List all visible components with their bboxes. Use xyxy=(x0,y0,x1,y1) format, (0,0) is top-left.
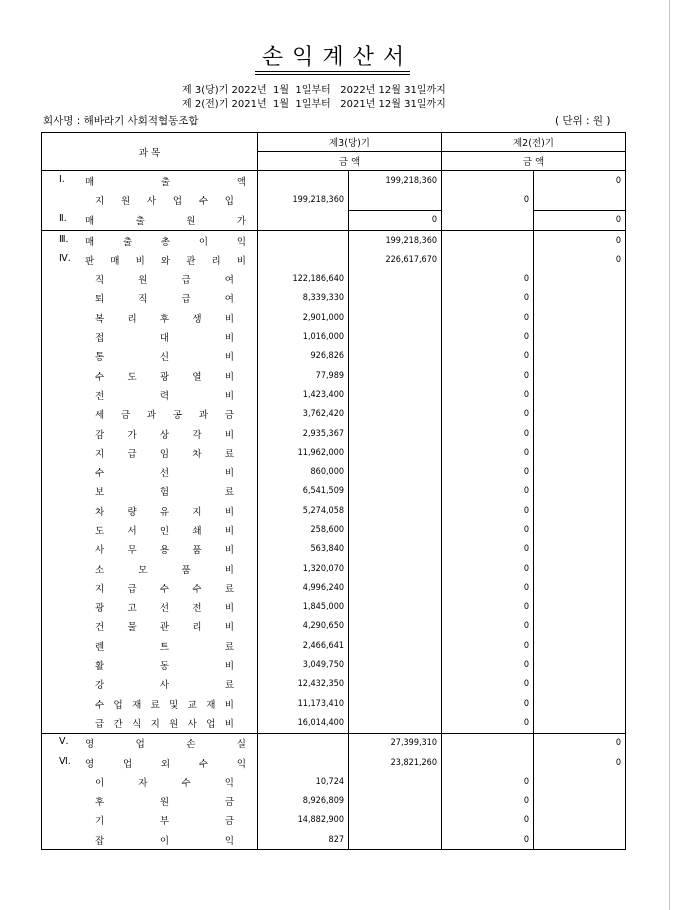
current-detail-amount: 1,320,070 xyxy=(258,559,349,578)
prior-total-amount xyxy=(534,655,626,674)
prior-detail-amount: 0 xyxy=(442,347,534,366)
prior-detail-amount: 0 xyxy=(442,520,534,539)
prior-total-amount xyxy=(534,269,626,288)
current-total-amount xyxy=(349,424,442,443)
current-total-amount xyxy=(349,385,442,404)
prior-total-amount xyxy=(534,772,626,791)
current-total-amount xyxy=(349,443,442,462)
account-name-cell xyxy=(42,171,258,191)
prior-total-amount xyxy=(534,308,626,327)
item-row xyxy=(42,190,626,210)
item-row xyxy=(42,655,626,674)
section-row xyxy=(42,210,626,230)
current-detail-amount: 5,274,058 xyxy=(258,501,349,520)
account-name-cell xyxy=(42,772,258,791)
account-label: 접 대 비 xyxy=(95,333,234,345)
prior-total-amount xyxy=(534,462,626,481)
account-label: 잡 이 익 xyxy=(95,835,234,847)
account-label: 전 력 비 xyxy=(95,390,234,402)
prior-detail-amount: 0 xyxy=(442,772,534,791)
account-name-cell xyxy=(42,230,258,250)
item-row xyxy=(42,308,626,327)
account-label: 보 험 료 xyxy=(95,487,234,499)
prior-total-amount xyxy=(534,289,626,308)
item-row xyxy=(42,289,626,308)
item-row xyxy=(42,578,626,597)
item-row xyxy=(42,617,626,636)
prior-detail-amount: 0 xyxy=(442,675,534,694)
prior-total-amount xyxy=(534,617,626,636)
account-label: 소 모 품 비 xyxy=(95,564,234,576)
prior-detail-amount xyxy=(442,250,534,269)
account-name-cell xyxy=(42,694,258,713)
account-name-cell xyxy=(42,250,258,269)
current-detail-amount: 199,218,360 xyxy=(258,190,349,210)
prior-detail-amount: 0 xyxy=(442,636,534,655)
prior-total-amount xyxy=(534,713,626,733)
prior-detail-amount: 0 xyxy=(442,694,534,713)
current-total-amount xyxy=(349,308,442,327)
account-label: 강 사 료 xyxy=(95,680,234,692)
current-detail-amount: 10,724 xyxy=(258,772,349,791)
prior-total-amount xyxy=(534,424,626,443)
prior-detail-amount: 0 xyxy=(442,617,534,636)
account-label: 수 업 재 료 및 교 재 비 xyxy=(95,699,234,711)
header-prior-period: 제2(전)기 xyxy=(442,133,626,152)
current-detail-amount xyxy=(258,733,349,753)
account-name-cell xyxy=(42,540,258,559)
current-total-amount xyxy=(349,347,442,366)
prior-detail-amount: 0 xyxy=(442,269,534,288)
prior-detail-amount: 0 xyxy=(442,366,534,385)
current-detail-amount: 1,423,400 xyxy=(258,385,349,404)
current-detail-amount: 926,826 xyxy=(258,347,349,366)
account-name-cell xyxy=(42,385,258,404)
prior-detail-amount: 0 xyxy=(442,811,534,830)
account-name-cell xyxy=(42,675,258,694)
current-detail-amount: 11,962,000 xyxy=(258,443,349,462)
prior-total-amount xyxy=(534,540,626,559)
current-total-amount xyxy=(349,792,442,811)
section-row xyxy=(42,230,626,250)
current-detail-amount xyxy=(258,210,349,230)
current-detail-amount: 4,290,650 xyxy=(258,617,349,636)
current-detail-amount: 563,840 xyxy=(258,540,349,559)
prior-total-amount xyxy=(534,811,626,830)
item-row xyxy=(42,462,626,481)
account-name-cell xyxy=(42,482,258,501)
current-total-amount xyxy=(349,713,442,733)
item-row xyxy=(42,559,626,578)
item-row xyxy=(42,694,626,713)
current-total-amount xyxy=(349,269,442,288)
account-name-cell xyxy=(42,366,258,385)
current-total-amount xyxy=(349,772,442,791)
period-current: 제 3(당)기 2022년 1월 1일부터 2022년 12월 31일까지 xyxy=(182,85,446,96)
current-total-amount xyxy=(349,811,442,830)
account-name-cell xyxy=(42,289,258,308)
account-label: 기 부 금 xyxy=(95,816,234,828)
account-label: 감 가 상 각 비 xyxy=(95,429,234,441)
prior-detail-amount: 0 xyxy=(442,443,534,462)
item-row xyxy=(42,520,626,539)
account-name-cell xyxy=(42,578,258,597)
account-label: 광 고 선 전 비 xyxy=(95,603,234,615)
current-detail-amount: 122,186,640 xyxy=(258,269,349,288)
header-account: 과 목 xyxy=(42,133,258,171)
prior-total-amount xyxy=(534,501,626,520)
prior-detail-amount: 0 xyxy=(442,289,534,308)
prior-detail-amount: 0 xyxy=(442,385,534,404)
prior-total-amount xyxy=(534,405,626,424)
current-total-amount xyxy=(349,578,442,597)
roman-numeral: Ⅲ. xyxy=(59,233,69,245)
prior-total-amount xyxy=(534,636,626,655)
prior-detail-amount: 0 xyxy=(442,559,534,578)
current-detail-amount: 8,339,330 xyxy=(258,289,349,308)
title-underline-1 xyxy=(255,71,410,72)
title-underline-2 xyxy=(255,74,410,75)
roman-numeral: Ⅵ. xyxy=(59,755,71,767)
current-total-amount xyxy=(349,655,442,674)
account-name-cell xyxy=(42,753,258,772)
prior-total-amount xyxy=(534,366,626,385)
prior-detail-amount: 0 xyxy=(442,462,534,481)
prior-total-amount: 0 xyxy=(534,733,626,753)
current-total-amount xyxy=(349,462,442,481)
item-row xyxy=(42,482,626,501)
item-row xyxy=(42,424,626,443)
account-name-cell xyxy=(42,598,258,617)
account-name-cell xyxy=(42,269,258,288)
account-label: 직 원 급 여 xyxy=(95,275,234,287)
account-name-cell xyxy=(42,830,258,850)
account-label: 복 리 후 생 비 xyxy=(95,313,234,325)
account-name-cell xyxy=(42,559,258,578)
header-current-amount: 금 액 xyxy=(258,152,442,171)
account-name-cell xyxy=(42,713,258,733)
account-label: 건 물 관 리 비 xyxy=(95,622,234,634)
account-name-cell xyxy=(42,617,258,636)
prior-detail-amount: 0 xyxy=(442,405,534,424)
roman-numeral: Ⅰ. xyxy=(59,173,65,185)
current-detail-amount: 11,173,410 xyxy=(258,694,349,713)
account-name-cell xyxy=(42,520,258,539)
account-label: 판 매 비 와 관 리 비 xyxy=(85,255,246,267)
account-name-cell xyxy=(42,308,258,327)
account-label: 지 급 임 차 료 xyxy=(95,448,234,460)
item-row xyxy=(42,405,626,424)
section-row xyxy=(42,733,626,753)
item-row xyxy=(42,366,626,385)
prior-total-amount xyxy=(534,327,626,346)
prior-total-amount xyxy=(534,347,626,366)
item-row xyxy=(42,713,626,733)
account-label: 도 서 인 쇄 비 xyxy=(95,525,234,537)
prior-total-amount xyxy=(534,675,626,694)
current-detail-amount: 16,014,400 xyxy=(258,713,349,733)
prior-detail-amount: 0 xyxy=(442,501,534,520)
period-prior: 제 2(전)기 2021년 1월 1일부터 2021년 12월 31일까지 xyxy=(182,99,446,110)
current-total-amount xyxy=(349,501,442,520)
account-label: 지 원 사 업 수 입 xyxy=(95,196,234,208)
account-label: 차 량 유 지 비 xyxy=(95,506,234,518)
account-label: 사 무 용 품 비 xyxy=(95,545,234,557)
current-detail-amount: 2,466,641 xyxy=(258,636,349,655)
prior-detail-amount: 0 xyxy=(442,578,534,597)
prior-total-amount xyxy=(534,598,626,617)
current-detail-amount: 14,882,900 xyxy=(258,811,349,830)
account-label: 영 업 손 실 xyxy=(85,739,246,751)
current-detail-amount: 77,989 xyxy=(258,366,349,385)
prior-total-amount: 0 xyxy=(534,171,626,191)
item-row xyxy=(42,347,626,366)
current-detail-amount: 6,541,509 xyxy=(258,482,349,501)
account-label: 매 출 총 이 익 xyxy=(85,236,246,248)
account-name-cell xyxy=(42,655,258,674)
current-total-amount xyxy=(349,675,442,694)
current-total-amount: 0 xyxy=(349,210,442,230)
prior-total-amount xyxy=(534,559,626,578)
page-edge xyxy=(669,0,670,910)
prior-detail-amount: 0 xyxy=(442,713,534,733)
item-row xyxy=(42,811,626,830)
account-name-cell xyxy=(42,327,258,346)
prior-total-amount xyxy=(534,190,626,210)
current-detail-amount: 1,016,000 xyxy=(258,327,349,346)
current-detail-amount: 3,762,420 xyxy=(258,405,349,424)
prior-detail-amount: 0 xyxy=(442,190,534,210)
account-label: 수 도 광 열 비 xyxy=(95,371,234,383)
prior-detail-amount: 0 xyxy=(442,308,534,327)
current-total-amount xyxy=(349,482,442,501)
account-label: 영 업 외 수 익 xyxy=(85,758,246,770)
roman-numeral: Ⅳ. xyxy=(59,252,71,264)
current-detail-amount: 8,926,809 xyxy=(258,792,349,811)
item-row xyxy=(42,675,626,694)
section-row xyxy=(42,250,626,269)
account-label: 급 간 식 지 원 사 업 비 xyxy=(95,718,234,730)
item-row xyxy=(42,830,626,850)
current-detail-amount: 3,049,750 xyxy=(258,655,349,674)
item-row xyxy=(42,327,626,346)
current-detail-amount: 258,600 xyxy=(258,520,349,539)
current-total-amount: 199,218,360 xyxy=(349,230,442,250)
current-total-amount: 226,617,670 xyxy=(349,250,442,269)
prior-detail-amount xyxy=(442,230,534,250)
account-label: 지 급 수 수 료 xyxy=(95,583,234,595)
account-label: 퇴 직 급 여 xyxy=(95,294,234,306)
account-name-cell xyxy=(42,636,258,655)
account-name-cell xyxy=(42,792,258,811)
current-total-amount xyxy=(349,190,442,210)
current-detail-amount: 827 xyxy=(258,830,349,850)
current-total-amount xyxy=(349,289,442,308)
unit-label: ( 단위 : 원 ) xyxy=(555,115,611,127)
current-detail-amount: 2,935,367 xyxy=(258,424,349,443)
prior-detail-amount: 0 xyxy=(442,655,534,674)
current-total-amount: 23,821,260 xyxy=(349,753,442,772)
prior-detail-amount: 0 xyxy=(442,792,534,811)
account-name-cell xyxy=(42,443,258,462)
current-total-amount xyxy=(349,559,442,578)
roman-numeral: Ⅴ. xyxy=(59,736,69,748)
current-total-amount xyxy=(349,694,442,713)
item-row xyxy=(42,598,626,617)
current-total-amount xyxy=(349,540,442,559)
current-detail-amount: 860,000 xyxy=(258,462,349,481)
current-total-amount xyxy=(349,327,442,346)
account-label: 수 선 비 xyxy=(95,468,234,480)
account-name-cell xyxy=(42,501,258,520)
prior-total-amount: 0 xyxy=(534,250,626,269)
statement-rows xyxy=(42,171,626,850)
prior-detail-amount xyxy=(442,733,534,753)
current-total-amount xyxy=(349,366,442,385)
current-detail-amount: 12,432,350 xyxy=(258,675,349,694)
current-detail-amount: 4,996,240 xyxy=(258,578,349,597)
section-row xyxy=(42,171,626,191)
current-total-amount xyxy=(349,598,442,617)
account-name-cell xyxy=(42,424,258,443)
roman-numeral: Ⅱ. xyxy=(59,212,67,224)
current-total-amount xyxy=(349,520,442,539)
prior-total-amount xyxy=(534,694,626,713)
current-total-amount xyxy=(349,405,442,424)
current-total-amount: 199,218,360 xyxy=(349,171,442,191)
prior-detail-amount: 0 xyxy=(442,830,534,850)
current-total-amount xyxy=(349,617,442,636)
current-total-amount: 27,399,310 xyxy=(349,733,442,753)
current-detail-amount: 1,845,000 xyxy=(258,598,349,617)
header-prior-amount: 금 액 xyxy=(442,152,626,171)
prior-total-amount: 0 xyxy=(534,210,626,230)
item-row xyxy=(42,385,626,404)
prior-total-amount: 0 xyxy=(534,753,626,772)
prior-total-amount xyxy=(534,482,626,501)
current-total-amount xyxy=(349,830,442,850)
company-name: 회사명 : 해바라기 사회적협동조합 xyxy=(43,115,199,127)
account-name-cell xyxy=(42,347,258,366)
prior-detail-amount: 0 xyxy=(442,598,534,617)
account-label: 통 신 비 xyxy=(95,352,234,364)
item-row xyxy=(42,772,626,791)
account-name-cell xyxy=(42,811,258,830)
header-current-period: 제3(당)기 xyxy=(258,133,442,152)
prior-total-amount xyxy=(534,520,626,539)
income-statement-table xyxy=(41,132,626,850)
prior-detail-amount xyxy=(442,210,534,230)
current-detail-amount xyxy=(258,230,349,250)
prior-total-amount xyxy=(534,792,626,811)
item-row xyxy=(42,443,626,462)
current-total-amount xyxy=(349,636,442,655)
account-name-cell xyxy=(42,462,258,481)
current-detail-amount xyxy=(258,171,349,191)
prior-detail-amount: 0 xyxy=(442,482,534,501)
section-row xyxy=(42,753,626,772)
account-label: 이 자 수 익 xyxy=(95,777,234,789)
current-detail-amount: 2,901,000 xyxy=(258,308,349,327)
prior-detail-amount xyxy=(442,171,534,191)
prior-total-amount xyxy=(534,830,626,850)
item-row xyxy=(42,501,626,520)
prior-total-amount xyxy=(534,385,626,404)
item-row xyxy=(42,269,626,288)
account-name-cell xyxy=(42,733,258,753)
prior-detail-amount: 0 xyxy=(442,327,534,346)
item-row xyxy=(42,540,626,559)
account-name-cell xyxy=(42,210,258,230)
account-label: 렌 트 료 xyxy=(95,641,234,653)
account-label: 매 출 원 가 xyxy=(85,215,246,227)
account-name-cell xyxy=(42,405,258,424)
prior-total-amount: 0 xyxy=(534,230,626,250)
item-row xyxy=(42,636,626,655)
prior-detail-amount: 0 xyxy=(442,540,534,559)
current-detail-amount xyxy=(258,250,349,269)
prior-detail-amount: 0 xyxy=(442,424,534,443)
current-detail-amount xyxy=(258,753,349,772)
account-label: 후 원 금 xyxy=(95,797,234,809)
account-label: 세 금 과 공 과 금 xyxy=(95,410,234,422)
document-title: 손익계산서 xyxy=(261,45,414,70)
prior-total-amount xyxy=(534,578,626,597)
prior-total-amount xyxy=(534,443,626,462)
account-label: 매 출 액 xyxy=(85,176,246,188)
prior-detail-amount xyxy=(442,753,534,772)
account-name-cell xyxy=(42,190,258,210)
account-label: 활 동 비 xyxy=(95,661,234,673)
item-row xyxy=(42,792,626,811)
